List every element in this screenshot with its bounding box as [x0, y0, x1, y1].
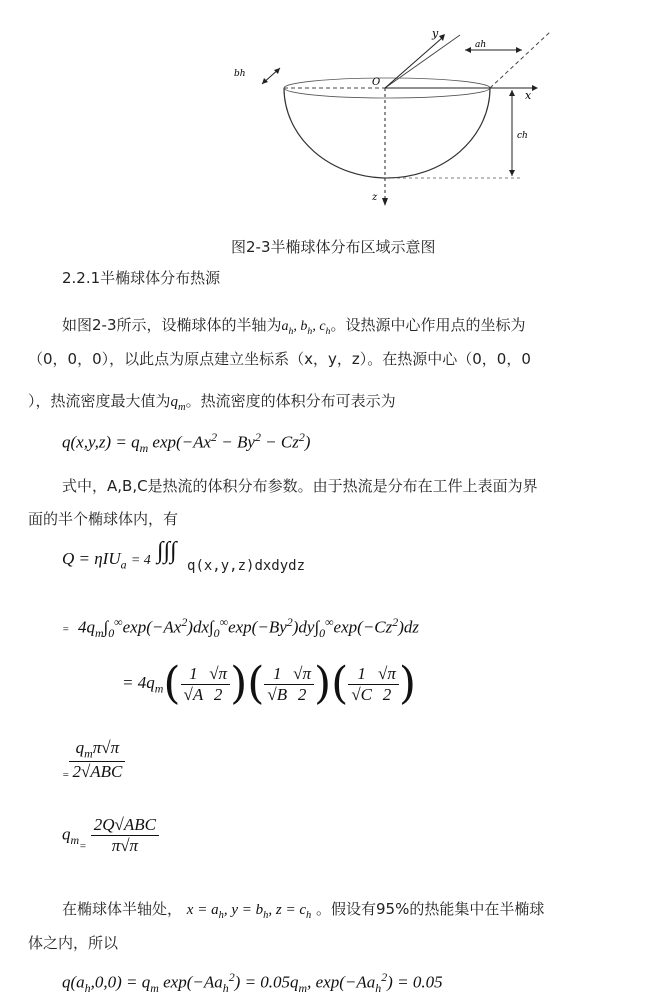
para2-line2: 面的半个椭球体内，有: [28, 510, 179, 528]
ah-label: ah: [475, 40, 487, 50]
equation-simplified: $_=$ $\frac{q_m\pi√\pi}{\text{2√ABC}}$: [62, 738, 125, 782]
para3-line1: 在椭球体半轴处， $x = a_h$, $y = b_h$, $z = c_h$ 。假设有95%的热能集中在半椭球: [62, 900, 545, 921]
x-axis-label: x: [525, 89, 532, 102]
equation-95-percent: $q(a_h,0,0) = q_m$ $\exp(-Aa_h^2) = 0.05q_m$, $\exp(-Aa_h^2) = 0.05$: [62, 970, 443, 996]
origin-label: O: [372, 77, 381, 88]
ch-label: ch: [517, 131, 528, 141]
z-axis-label: z: [372, 192, 378, 203]
figure-caption: 图2-3半椭球体分布区域示意图: [231, 238, 436, 256]
equation-gaussian-product: = $4q_m$( $\frac{1}{√A}$ $\frac{√\pi}{2}$ )( $\frac{1}{√B}$ $\frac{√\pi}{2}$ )( $\frac{1}{√C}$ $\frac{√\pi}{2}$ ): [122, 658, 417, 709]
para2-line1: 式中，A,B,C是热流的体积分布参数。由于热流是分布在工件上表面为界: [62, 477, 538, 495]
qm-symbol: $q_m$: [170, 394, 186, 413]
semi-axis-condition: $x = a_h$, $y = b_h$, $z = c_h$: [186, 902, 312, 921]
para3-line2: 体之内，所以: [28, 934, 119, 952]
integrand-text: q(x,y,z)dxdydz: [187, 558, 306, 574]
para1-line2: （0，0，0），以此点为原点建立坐标系（x，y，z）。在热源中心（0，0，0: [28, 350, 531, 368]
section-title: 2.2.1半椭球体分布热源: [62, 269, 221, 287]
equation-qm: $q_{m=}$ $\frac{\text{2Q√ABC}}{\pi√\pi}$: [62, 815, 159, 856]
equation-integral-expanded: = $4q_m\int_0^\infty\exp(-Ax^2)dx\int_0^\infty\exp(-By^2)dy\int_0^\infty\exp(-Cz^2)dz$: [62, 615, 419, 641]
equation-total-power: Q = ηIU$_a$ = 4 ∫∫∫ $_{q(x,y,z)dxdydz}$: [62, 538, 306, 574]
y-axis-label: y: [432, 27, 439, 40]
half-ellipsoid-diagram: [220, 20, 560, 210]
semi-axes-symbols: $a_h$, $b_h$, $c_h$: [281, 319, 331, 337]
para1-line3: ），热流密度最大值为$q_m$。热流密度的体积分布可表示为: [28, 392, 396, 413]
equation-heat-flux: $q(x,y,z) = q_m$ $\exp(-Ax^2 - By^2 - Cz^2)$: [62, 430, 311, 456]
bh-label: bh: [234, 69, 246, 79]
para1-line1: 如图2-3所示，设椭球体的半轴为$a_h$, $b_h$, $c_h$。设热源中心作用点的坐标为: [62, 316, 526, 337]
